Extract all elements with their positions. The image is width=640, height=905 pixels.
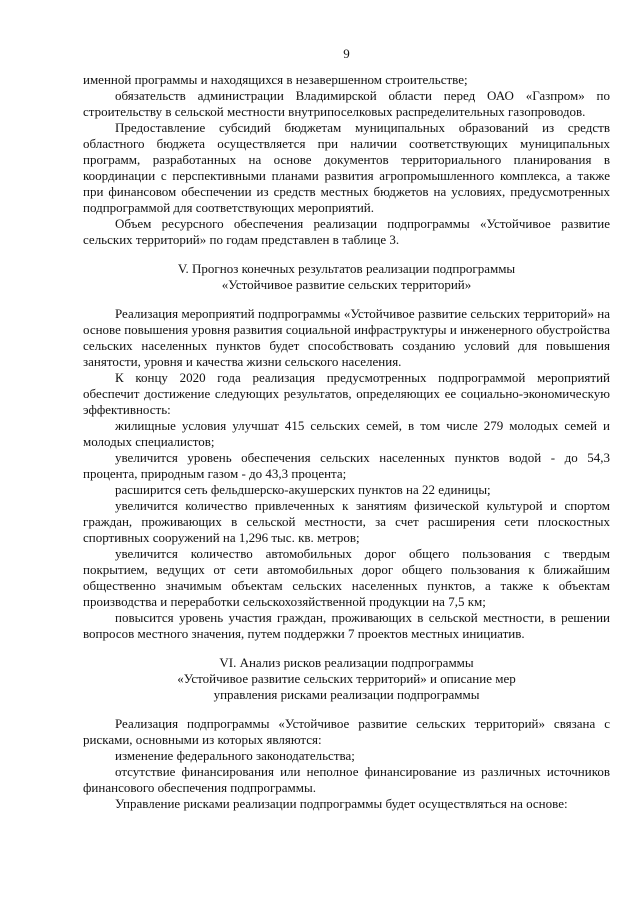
section-heading-5 bbox=[83, 261, 610, 293]
heading-line: «Устойчивое развитие сельских территорий» bbox=[221, 277, 472, 292]
risks-section bbox=[83, 716, 610, 812]
heading-line: управления рисками реализации подпрограммы bbox=[213, 687, 480, 702]
paragraph: Реализация мероприятий подпрограммы «Устойчивое развитие сельских территорий» на основе повышения уровня развития социальной инфраструктуры и инженерного обустройства сельских населенных пунктов будет способствовать созданию условий для повышения занятости, уровня и качества жизни сельского населения. bbox=[83, 306, 610, 369]
list-item: увеличится количество привлеченных к занятиям физической культурой и спортом граждан, проживающих в сельской местности, за счет расширения сети плоскостных спортивных сооружений на 1,296 тыс. кв. метров; bbox=[83, 498, 610, 545]
results-section bbox=[83, 306, 610, 642]
paragraph: именной программы и находящихся в незавершенном строительстве; bbox=[83, 72, 468, 87]
paragraph: Предоставление субсидий бюджетам муниципальных образований из средств областного бюджета осуществляется при наличии соответствующих муниципальных программ, разработанных на основе документов территориального планирования в координации с перспективными планами развития агропромышленного комплекса, а также при финансовом обеспечении из средств местных бюджетов на условиях, предусмотренных подпрограммой для соответствующих мероприятий. bbox=[83, 120, 610, 215]
paragraph: Реализация подпрограммы «Устойчивое развитие сельских территорий» связана с рисками, основными из которых являются: bbox=[83, 716, 610, 747]
heading-line: VI. Анализ рисков реализации подпрограммы bbox=[219, 655, 474, 670]
heading-line: «Устойчивое развитие сельских территорий» и описание мер bbox=[177, 671, 516, 686]
list-item: отсутствие финансирования или неполное финансирование из различных источников финансового обеспечения подпрограммы. bbox=[83, 764, 610, 795]
paragraph: К концу 2020 года реализация предусмотренных подпрограммой мероприятий обеспечит достижение следующих результатов, определяющих ее социально-экономическую эффективность: bbox=[83, 370, 610, 417]
paragraph: обязательств администрации Владимирской области перед ОАО «Газпром» по строительству в сельской местности внутрипоселковых распределительных газопроводов. bbox=[83, 88, 610, 119]
list-item: расширится сеть фельдшерско-акушерских пунктов на 22 единицы; bbox=[115, 482, 491, 497]
page-number: 9 bbox=[343, 46, 350, 61]
list-item: увеличится уровень обеспечения сельских населенных пунктов водой - до 54,3 процента, природным газом - до 43,3 процента; bbox=[83, 450, 610, 481]
paragraph: Управление рисками реализации подпрограммы будет осуществляться на основе: bbox=[115, 796, 568, 811]
heading-line: V. Прогноз конечных результатов реализации подпрограммы bbox=[177, 261, 516, 276]
paragraph: Объем ресурсного обеспечения реализации подпрограммы «Устойчивое развитие сельских территорий» по годам представлен в таблице 3. bbox=[83, 216, 610, 247]
list-item: изменение федерального законодательства; bbox=[115, 748, 355, 763]
list-item: жилищные условия улучшат 415 сельских семей, в том числе 279 молодых семей и молодых специалистов; bbox=[83, 418, 610, 449]
list-item: повысится уровень участия граждан, проживающих в сельской местности, в решении вопросов местного значения, путем поддержки 7 проектов местных инициатив. bbox=[83, 610, 610, 641]
funding-section bbox=[83, 72, 610, 248]
list-item: увеличится количество автомобильных дорог общего пользования с твердым покрытием, ведущих от сети автомобильных дорог общего пользования к ближайшим общественно значимым объектам сельских населенных пунктов, а также к объектам производства и переработки сельскохозяйственной продукции на 7,5 км; bbox=[83, 546, 610, 609]
section-heading-6 bbox=[83, 655, 610, 703]
